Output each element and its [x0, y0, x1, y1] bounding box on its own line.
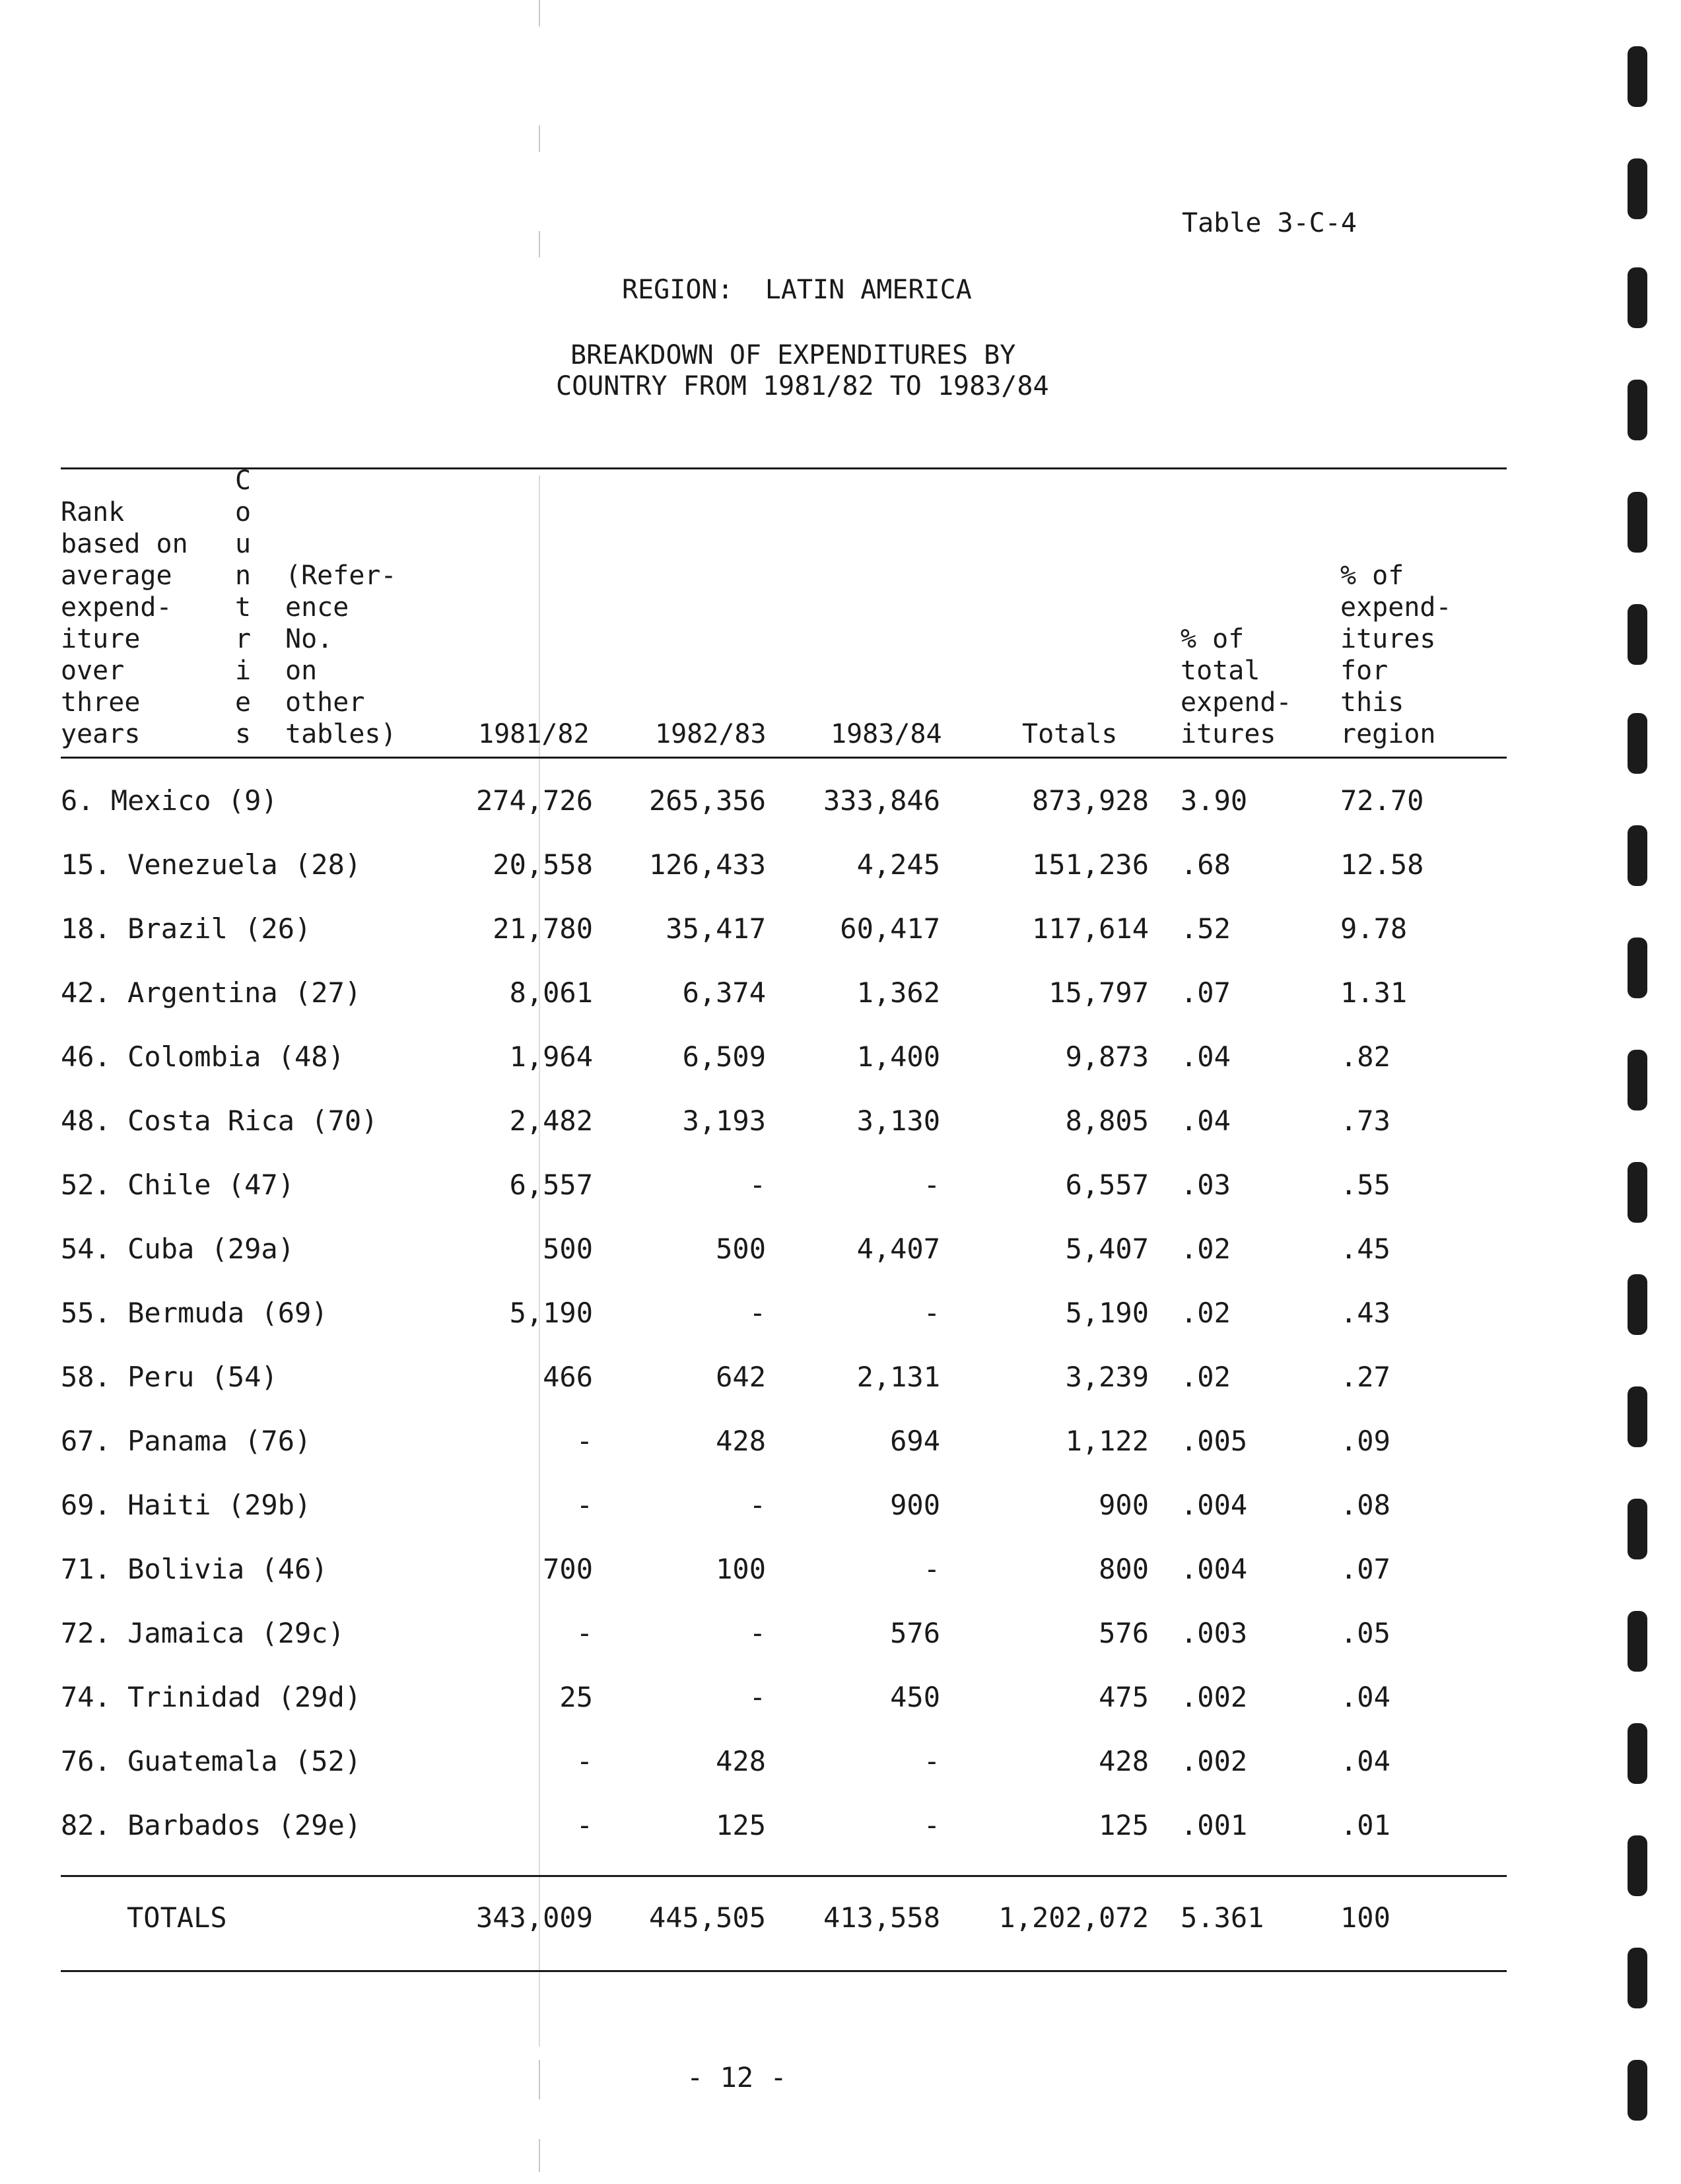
row-country: 42. Argentina (27) — [61, 976, 362, 1009]
row-pct-region: 12.58 — [1340, 848, 1424, 881]
row-1982-83: 125 — [716, 1809, 766, 1841]
header-reference: (Refer- ence No. on other tables) — [285, 561, 397, 749]
fold-line — [539, 231, 540, 257]
row-country: 72. Jamaica (29c) — [61, 1617, 345, 1649]
row-total: 9,873 — [1065, 1041, 1149, 1073]
row-pct-region: .08 — [1340, 1489, 1390, 1521]
row-pct-total: .005 — [1181, 1425, 1248, 1457]
row-1981-82: - — [576, 1425, 593, 1457]
row-1982-83: 126,433 — [648, 848, 766, 881]
fold-line — [539, 2060, 540, 2099]
row-1982-83: - — [749, 1617, 766, 1649]
binding-hole — [1628, 604, 1647, 665]
row-country: 76. Guatemala (52) — [61, 1745, 362, 1777]
row-1981-82: 8,061 — [509, 976, 593, 1009]
table-id: Table 3-C-4 — [1182, 208, 1357, 238]
row-pct-region: .27 — [1340, 1361, 1390, 1393]
row-country: 67. Panama (76) — [61, 1425, 312, 1457]
row-total: 3,239 — [1065, 1361, 1149, 1393]
row-pct-total: .004 — [1181, 1553, 1248, 1585]
row-1983-84: - — [923, 1297, 940, 1329]
row-total: 1,122 — [1065, 1425, 1149, 1457]
row-country: 15. Venezuela (28) — [61, 848, 362, 881]
row-1983-84: 694 — [890, 1425, 940, 1457]
row-pct-total: .004 — [1181, 1489, 1248, 1521]
row-1981-82: 500 — [543, 1233, 593, 1265]
row-1983-84: 900 — [890, 1489, 940, 1521]
row-1983-84: 2,131 — [856, 1361, 940, 1393]
row-total: 6,557 — [1065, 1169, 1149, 1201]
binding-hole — [1628, 1162, 1647, 1223]
binding-hole — [1628, 1948, 1647, 2008]
row-1982-83: - — [749, 1681, 766, 1713]
region-title: REGION: LATIN AMERICA — [622, 275, 972, 305]
binding-hole — [1628, 1274, 1647, 1335]
binding-hole — [1628, 267, 1647, 328]
binding-hole — [1628, 1386, 1647, 1447]
row-1983-84: - — [923, 1169, 940, 1201]
row-country: 52. Chile (47) — [61, 1169, 295, 1201]
row-1983-84: 1,400 — [856, 1041, 940, 1073]
binding-hole — [1628, 938, 1647, 998]
row-total: 576 — [1099, 1617, 1149, 1649]
totals-1981-82: 343,009 — [475, 1901, 593, 1934]
row-1981-82: 466 — [543, 1361, 593, 1393]
totals-label: TOTALS — [127, 1901, 227, 1934]
row-pct-total: .04 — [1181, 1105, 1231, 1137]
row-pct-region: .55 — [1340, 1169, 1390, 1201]
row-pct-region: .73 — [1340, 1105, 1390, 1137]
totals-1983-84: 413,558 — [823, 1901, 940, 1934]
binding-hole — [1628, 158, 1647, 219]
header-rank: Rank based on average expend- iture over three years — [61, 497, 188, 749]
row-1982-83: - — [749, 1169, 766, 1201]
row-pct-region: .43 — [1340, 1297, 1390, 1329]
row-total: 15,797 — [1048, 976, 1149, 1009]
row-pct-total: .02 — [1181, 1361, 1231, 1393]
row-total: 475 — [1099, 1681, 1149, 1713]
row-1981-82: 700 — [543, 1553, 593, 1585]
row-country: 71. Bolivia (46) — [61, 1553, 328, 1585]
header-pct-total: % of total expend- itures — [1181, 624, 1292, 749]
row-1981-82: 25 — [559, 1681, 593, 1713]
row-country: 74. Trinidad (29d) — [61, 1681, 362, 1713]
binding-hole — [1628, 380, 1647, 440]
row-1981-82: 274,726 — [475, 784, 593, 817]
row-total: 800 — [1099, 1553, 1149, 1585]
row-total: 5,190 — [1065, 1297, 1149, 1329]
binding-hole — [1628, 1611, 1647, 1672]
table-subtitle-line1: BREAKDOWN OF EXPENDITURES BY — [570, 340, 1016, 370]
row-pct-region: .05 — [1340, 1617, 1390, 1649]
row-pct-total: .002 — [1181, 1745, 1248, 1777]
header-pct-region: % of expend- itures for this region — [1340, 561, 1452, 749]
row-total: 5,407 — [1065, 1233, 1149, 1265]
row-pct-total: .003 — [1181, 1617, 1248, 1649]
row-1983-84: 4,245 — [856, 848, 940, 881]
header-1982-83: 1982/83 — [655, 719, 767, 749]
row-1981-82: 5,190 — [509, 1297, 593, 1329]
row-1983-84: 576 — [890, 1617, 940, 1649]
row-1981-82: 2,482 — [509, 1105, 593, 1137]
row-1982-83: 6,374 — [682, 976, 766, 1009]
binding-hole — [1628, 713, 1647, 774]
row-1981-82: 21,780 — [493, 912, 593, 945]
row-pct-region: .04 — [1340, 1681, 1390, 1713]
fold-line — [539, 0, 540, 26]
header-1983-84: 1983/84 — [831, 719, 942, 749]
row-1983-84: - — [923, 1553, 940, 1585]
row-1981-82: - — [576, 1745, 593, 1777]
row-pct-total: .02 — [1181, 1297, 1231, 1329]
table-bottom-rule — [61, 1970, 1507, 1972]
row-1981-82: - — [576, 1489, 593, 1521]
header-totals: Totals — [1022, 719, 1118, 749]
row-pct-region: .09 — [1340, 1425, 1390, 1457]
row-pct-region: .01 — [1340, 1809, 1390, 1841]
row-country: 82. Barbados (29e) — [61, 1809, 362, 1841]
row-1982-83: 100 — [716, 1553, 766, 1585]
row-1982-83: 3,193 — [682, 1105, 766, 1137]
row-pct-region: 9.78 — [1340, 912, 1408, 945]
totals-pct-total: 5.361 — [1181, 1901, 1264, 1934]
table-subtitle-line2: COUNTRY FROM 1981/82 TO 1983/84 — [556, 371, 1049, 401]
table-top-rule — [61, 467, 1507, 469]
row-pct-total: .68 — [1181, 848, 1231, 881]
row-1983-84: 333,846 — [823, 784, 940, 817]
totals-1982-83: 445,505 — [648, 1901, 766, 1934]
row-1982-83: 6,509 — [682, 1041, 766, 1073]
row-1983-84: 450 — [890, 1681, 940, 1713]
row-country: 55. Bermuda (69) — [61, 1297, 328, 1329]
row-1983-84: 3,130 — [856, 1105, 940, 1137]
row-pct-region: .82 — [1340, 1041, 1390, 1073]
row-total: 873,928 — [1031, 784, 1149, 817]
totals-top-rule — [61, 1875, 1507, 1877]
page-number: - 12 - — [687, 2061, 787, 2094]
row-pct-total: .02 — [1181, 1233, 1231, 1265]
row-total: 900 — [1099, 1489, 1149, 1521]
row-1981-82: 6,557 — [509, 1169, 593, 1201]
header-1981-82: 1981/82 — [478, 719, 590, 749]
row-1981-82: 1,964 — [509, 1041, 593, 1073]
row-pct-total: .002 — [1181, 1681, 1248, 1713]
row-1983-84: 60,417 — [840, 912, 940, 945]
row-1983-84: - — [923, 1745, 940, 1777]
row-1982-83: 428 — [716, 1425, 766, 1457]
row-total: 428 — [1099, 1745, 1149, 1777]
row-total: 151,236 — [1031, 848, 1149, 881]
row-pct-total: .03 — [1181, 1169, 1231, 1201]
row-country: 48. Costa Rica (70) — [61, 1105, 378, 1137]
row-1982-83: - — [749, 1489, 766, 1521]
row-1982-83: 500 — [716, 1233, 766, 1265]
row-1981-82: - — [576, 1617, 593, 1649]
row-1982-83: - — [749, 1297, 766, 1329]
row-1983-84: - — [923, 1809, 940, 1841]
binding-hole — [1628, 2060, 1647, 2121]
row-country: 6. Mexico (9) — [61, 784, 278, 817]
row-1982-83: 265,356 — [648, 784, 766, 817]
row-1983-84: 4,407 — [856, 1233, 940, 1265]
row-pct-total: .52 — [1181, 912, 1231, 945]
totals-pct-region: 100 — [1340, 1901, 1390, 1934]
row-country: 46. Colombia (48) — [61, 1041, 345, 1073]
header-countries: C o u n t r i e s — [235, 465, 252, 749]
fold-line — [539, 125, 540, 152]
row-country: 58. Peru (54) — [61, 1361, 278, 1393]
binding-hole — [1628, 1835, 1647, 1896]
totals-grand-total: 1,202,072 — [998, 1901, 1149, 1934]
row-1981-82: 20,558 — [493, 848, 593, 881]
row-country: 69. Haiti (29b) — [61, 1489, 312, 1521]
binding-hole — [1628, 1050, 1647, 1110]
row-total: 8,805 — [1065, 1105, 1149, 1137]
row-total: 125 — [1099, 1809, 1149, 1841]
binding-hole — [1628, 1723, 1647, 1784]
row-pct-region: .04 — [1340, 1745, 1390, 1777]
row-country: 18. Brazil (26) — [61, 912, 312, 945]
row-1982-83: 35,417 — [666, 912, 766, 945]
row-pct-region: 1.31 — [1340, 976, 1408, 1009]
binding-hole — [1628, 492, 1647, 553]
row-pct-total: .07 — [1181, 976, 1231, 1009]
binding-hole — [1628, 825, 1647, 886]
row-1982-83: 642 — [716, 1361, 766, 1393]
row-pct-total: .001 — [1181, 1809, 1248, 1841]
row-total: 117,614 — [1031, 912, 1149, 945]
header-rule — [61, 757, 1507, 759]
row-1982-83: 428 — [716, 1745, 766, 1777]
row-pct-region: .45 — [1340, 1233, 1390, 1265]
fold-line — [539, 2139, 540, 2172]
row-pct-total: .04 — [1181, 1041, 1231, 1073]
row-country: 54. Cuba (29a) — [61, 1233, 295, 1265]
row-1983-84: 1,362 — [856, 976, 940, 1009]
binding-hole — [1628, 46, 1647, 107]
row-pct-total: 3.90 — [1181, 784, 1248, 817]
row-1981-82: - — [576, 1809, 593, 1841]
row-pct-region: .07 — [1340, 1553, 1390, 1585]
row-pct-region: 72.70 — [1340, 784, 1424, 817]
binding-hole — [1628, 1499, 1647, 1559]
